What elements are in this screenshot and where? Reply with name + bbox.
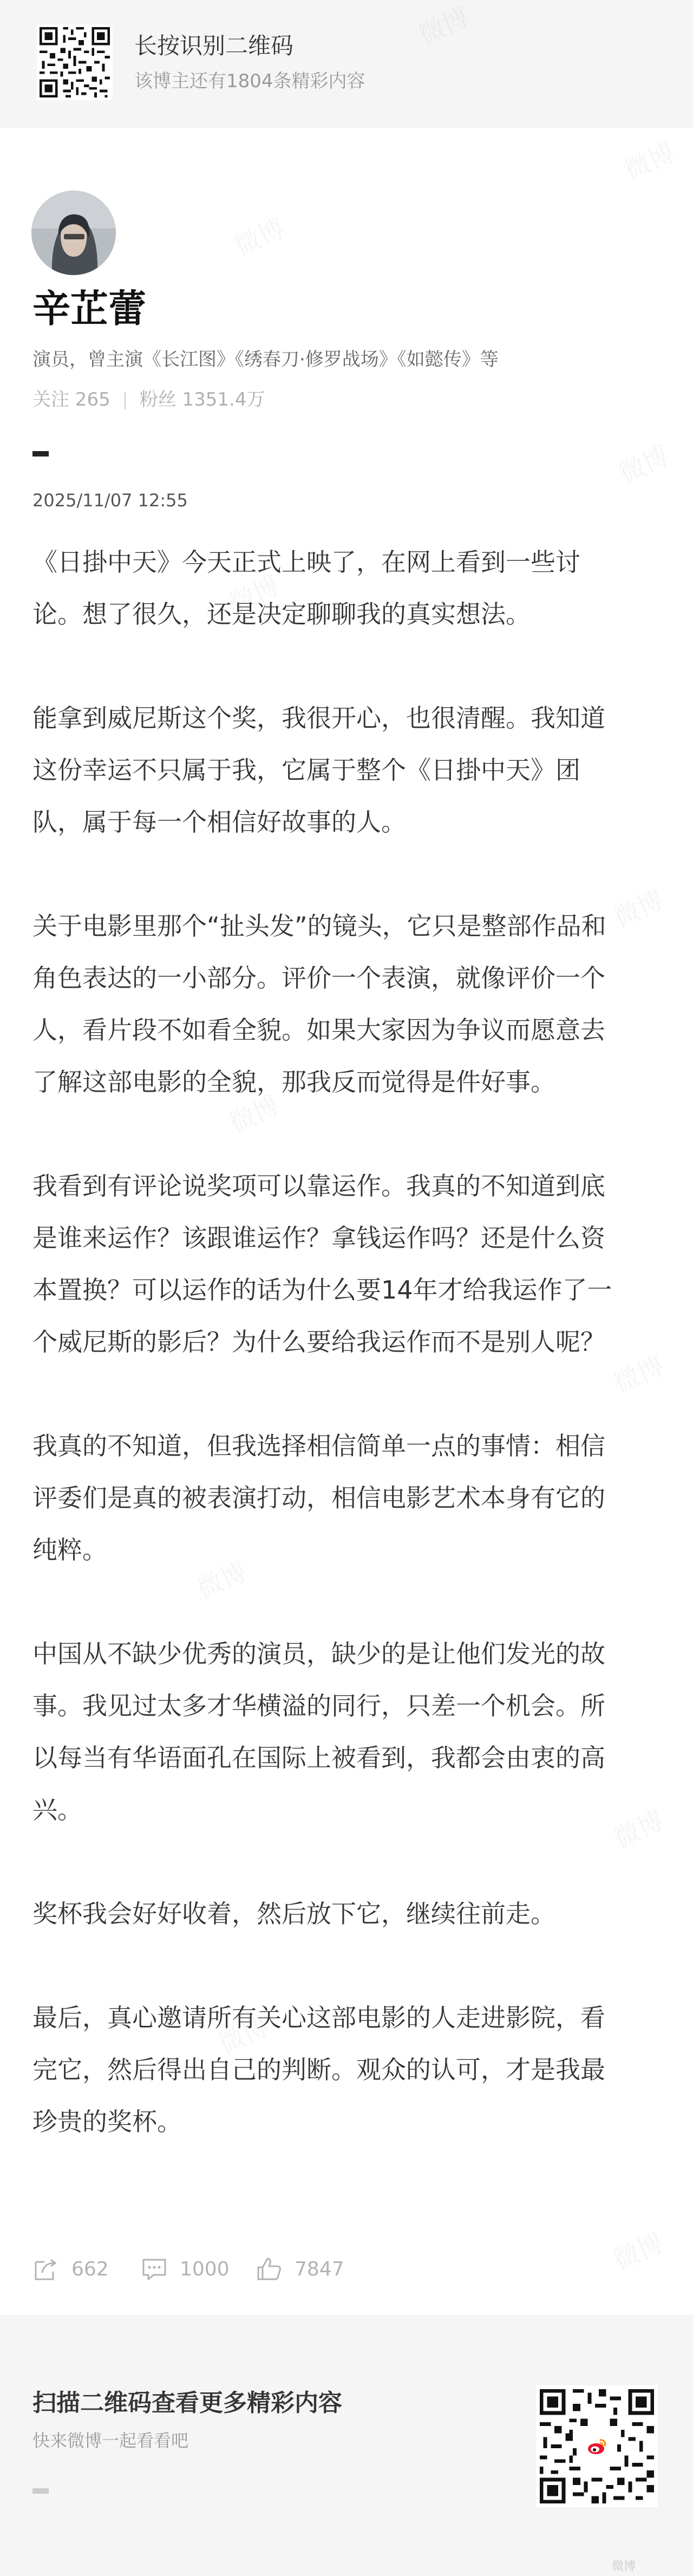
qr-code-icon[interactable] [37, 24, 113, 100]
banner-title: 长按识别二维码 [134, 32, 294, 59]
following-count[interactable]: 关注 265 [32, 389, 110, 410]
corner-logo: 微博 [612, 2560, 636, 2573]
repost-count: 662 [71, 2258, 109, 2280]
watermark [617, 132, 680, 187]
post-paragraph: 关于电影里那个“扯头发”的镜头，它只是整部作品和 角色表达的一小部分。评价一个表演，就像评价一个 人，看片段不如看全貌。如果大家因为争议而愿意去 了解这部电影的全貌，那我反而觉得是件好事。 [32, 911, 606, 1097]
post-paragraph: 最后，真心邀请所有关心这部电影的人走进影院，看 完它，然后得出自己的判断。观众的认可，才是我最 珍贵的奖杯。 [32, 2003, 605, 2136]
post-content [32, 536, 644, 2200]
top-qr-banner[interactable] [0, 0, 693, 128]
watermark [227, 207, 290, 263]
repost-button[interactable] [32, 2253, 109, 2285]
post-date: 2025/11/07 12:55 [32, 490, 188, 511]
section-dash [32, 451, 49, 456]
like-count: 7847 [295, 2258, 344, 2280]
post-paragraph: 中国从不缺少优秀的演员，缺少的是让他们发光的故 事。我见过太多才华横溢的同行，只差一个机会。所 以每当有华语面孔在国际上被看到，我都会由衷的高 兴。 [32, 1639, 605, 1824]
footer-subtitle: 快来微博一起看看吧 [32, 2430, 189, 2451]
weibo-logo-icon [583, 2432, 611, 2461]
thumbs-up-icon [256, 2255, 283, 2282]
profile-stats [32, 389, 265, 411]
comment-icon [141, 2255, 168, 2282]
profile-description: 演员，曾主演《长江图》《绣春刀·修罗战场》《如懿传》等 [32, 349, 499, 370]
avatar[interactable] [31, 191, 116, 275]
banner-subtitle: 该博主还有1804条精彩内容 [134, 70, 365, 92]
like-button[interactable] [256, 2253, 344, 2285]
followers-count[interactable]: 粉丝 1351.4万 [139, 389, 265, 410]
footer-dash [32, 2488, 49, 2494]
profile-name[interactable]: 辛芷蕾 [32, 286, 146, 331]
post-paragraph: 能拿到威尼斯这个奖，我很开心，也很清醒。我知道 这份幸运不只属于我，它属于整个《日掛中天》团 队，属于每一个相信好故事的人。 [32, 703, 605, 837]
stats-divider [125, 392, 126, 409]
watermark [606, 2222, 669, 2278]
comment-button[interactable] [141, 2253, 230, 2285]
post-paragraph: 我真的不知道，但我选择相信简单一点的事情：相信 评委们是真的被表演打动，相信电影艺术本身有它的 纯粹。 [32, 1431, 605, 1564]
repost-icon [32, 2255, 60, 2282]
footer-title: 扫描二维码查看更多精彩内容 [32, 2389, 342, 2417]
post-paragraph: 奖杯我会好好收着，然后放下它，继续往前走。 [32, 1899, 555, 1928]
watermark [612, 435, 675, 491]
comment-count: 1000 [180, 2258, 230, 2280]
post-paragraph: 《日掛中天》今天正式上映了，在网上看到一些讨 论。想了很久，还是决定聊聊我的真实想法。 [32, 547, 580, 629]
post-paragraph: 我看到有评论说奖项可以靠运作。我真的不知道到底 是谁来运作？该跟谁运作？拿钱运作吗？还是什么资 本置换？可以运作的话为什么要14年才给我运作了一 个威尼斯的影后？为什么要给我运作而不是别人呢？ [32, 1171, 612, 1357]
footer-qr-section [0, 2315, 693, 2576]
